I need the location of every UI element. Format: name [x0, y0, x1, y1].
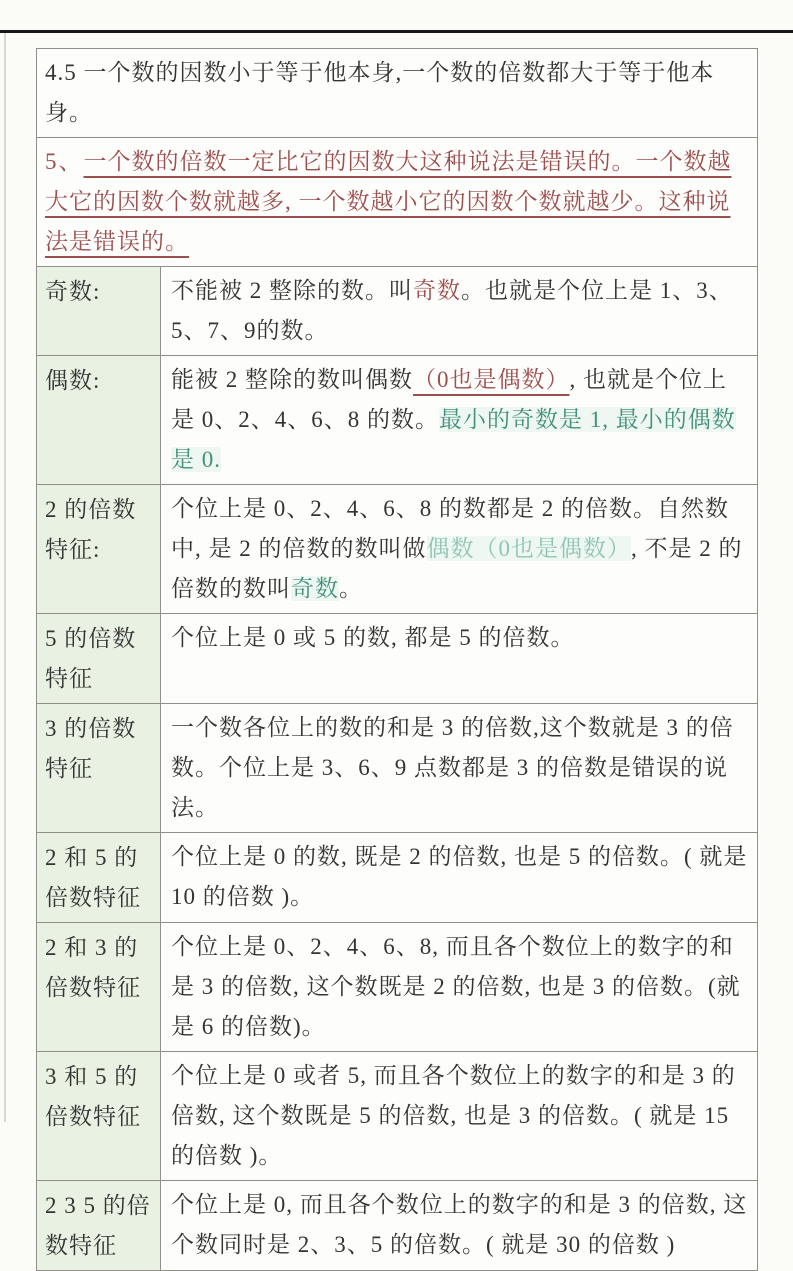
row-header-line: 奇数:: [45, 279, 101, 304]
text-segment: 一个数各位上的数的和是 3 的倍数,这个数就是 3 的倍数。个位上是 3、6、9 点数都是 3 的倍数是错误的说法。: [171, 715, 734, 820]
row-header-cell: [37, 1181, 161, 1270]
row-content-cell: [37, 138, 757, 266]
row-content-cell: [161, 923, 757, 1051]
text-segment: 个位上是 0 的数, 既是 2 的倍数, 也是 5 的倍数。( 就是 10 的倍数 )。: [171, 844, 755, 909]
table-row: [37, 923, 757, 1052]
row-header-cell: [37, 356, 161, 484]
row-header-line: 数特征: [45, 1233, 117, 1258]
row-content-cell: [161, 614, 757, 703]
row-header-cell: [37, 833, 161, 922]
text-segment: 一个数的倍数一定比它的因数大这种说法是错误的。一个数越大它的因数个数就越多, 一个数越小它的因数个数就越少。这种说法是错误的。: [45, 149, 732, 254]
row-header-cell: [37, 923, 161, 1051]
row-header-line: 偶数:: [45, 368, 101, 393]
row-content-cell: [161, 704, 757, 832]
text-segment: （0也是偶数）: [413, 367, 570, 392]
table-row: [37, 1052, 757, 1181]
row-content-cell: [161, 833, 757, 922]
table-row: [37, 614, 757, 704]
text-segment: , 也就是个位上是 0、2、4、6、8 的数。: [171, 367, 727, 432]
text-segment: 奇数: [291, 576, 339, 601]
table-row: [37, 1181, 757, 1270]
row-header-line: 倍数特征: [45, 975, 141, 1000]
text-segment: 5、: [45, 149, 84, 174]
text-segment: 个位上是 0, 而且各个数位上的数字的和是 3 的倍数, 这个数同时是 2、3、5 的倍数。( 就是 30 的倍数 ): [171, 1192, 748, 1257]
text-segment: 个位上是 0、2、4、6、8, 而且各个数位上的数字的和是 3 的倍数, 这个数既是 2 的倍数, 也是 3 的倍数。(就是 6 的倍数)。: [171, 934, 741, 1039]
row-content-cell: [161, 1181, 757, 1270]
text-segment: 个位上是 0 或 5 的数, 都是 5 的倍数。: [171, 625, 575, 650]
notes-table: [36, 48, 758, 1271]
text-segment: 。也就是个位上是 1、3、5、7、9的数。: [171, 278, 733, 343]
text-segment: 不能被 2 整除的数。叫: [171, 278, 413, 303]
row-header-line: 倍数特征: [45, 885, 141, 910]
row-header-cell: [37, 267, 161, 355]
text-segment: 。: [339, 576, 363, 601]
table-row: [37, 267, 757, 356]
row-header-cell: [37, 614, 161, 703]
row-header-line: 特征: [45, 666, 93, 691]
page-top-rule: [0, 30, 793, 33]
table-row: [37, 833, 757, 923]
text-segment: 最小的奇数是 1, 最小的偶数是 0.: [171, 407, 736, 472]
table-row: [37, 356, 757, 485]
table-row: [37, 49, 757, 138]
row-header-line: 特征: [45, 756, 93, 781]
row-header-line: 5 的倍数: [45, 626, 137, 651]
text-segment: 奇数: [413, 278, 461, 303]
page-left-edge-line: [4, 33, 6, 1122]
text-segment: 4.5 一个数的因数小于等于他本身,一个数的倍数都大于等于他本身。: [45, 60, 715, 125]
row-header-line: 2 和 3 的: [45, 935, 139, 960]
row-header-cell: [37, 1052, 161, 1180]
text-segment: 偶数（0也是偶数）: [426, 536, 631, 561]
row-content-cell: [161, 267, 757, 355]
text-segment: 能被 2 整除的数叫偶数: [171, 367, 413, 392]
row-content-cell: [37, 49, 757, 137]
row-header-line: 2 的倍数: [45, 497, 137, 522]
row-content-cell: [161, 356, 757, 484]
table-row: [37, 485, 757, 614]
text-segment: , 不是 2 的倍数的数叫: [171, 536, 743, 601]
row-header-line: 特征:: [45, 537, 101, 562]
table-row: [37, 704, 757, 833]
row-header-cell: [37, 485, 161, 613]
text-segment: 个位上是 0、2、4、6、8 的数都是 2 的倍数。自然数中, 是 2 的倍数的数叫做: [171, 496, 729, 561]
row-header-line: 3 的倍数: [45, 716, 137, 741]
row-content-cell: [161, 485, 757, 613]
row-header-cell: [37, 704, 161, 832]
row-header-line: 3 和 5 的: [45, 1064, 139, 1089]
row-header-line: 倍数特征: [45, 1104, 141, 1129]
row-header-line: 2 和 5 的: [45, 845, 139, 870]
text-segment: 个位上是 0 或者 5, 而且各个数位上的数字的和是 3 的倍数, 这个数既是 5 的倍数, 也是 3 的倍数。( 就是 15 的倍数 )。: [171, 1063, 736, 1168]
table-row: [37, 138, 757, 267]
row-content-cell: [161, 1052, 757, 1180]
row-header-line: 2 3 5 的倍: [45, 1193, 151, 1218]
